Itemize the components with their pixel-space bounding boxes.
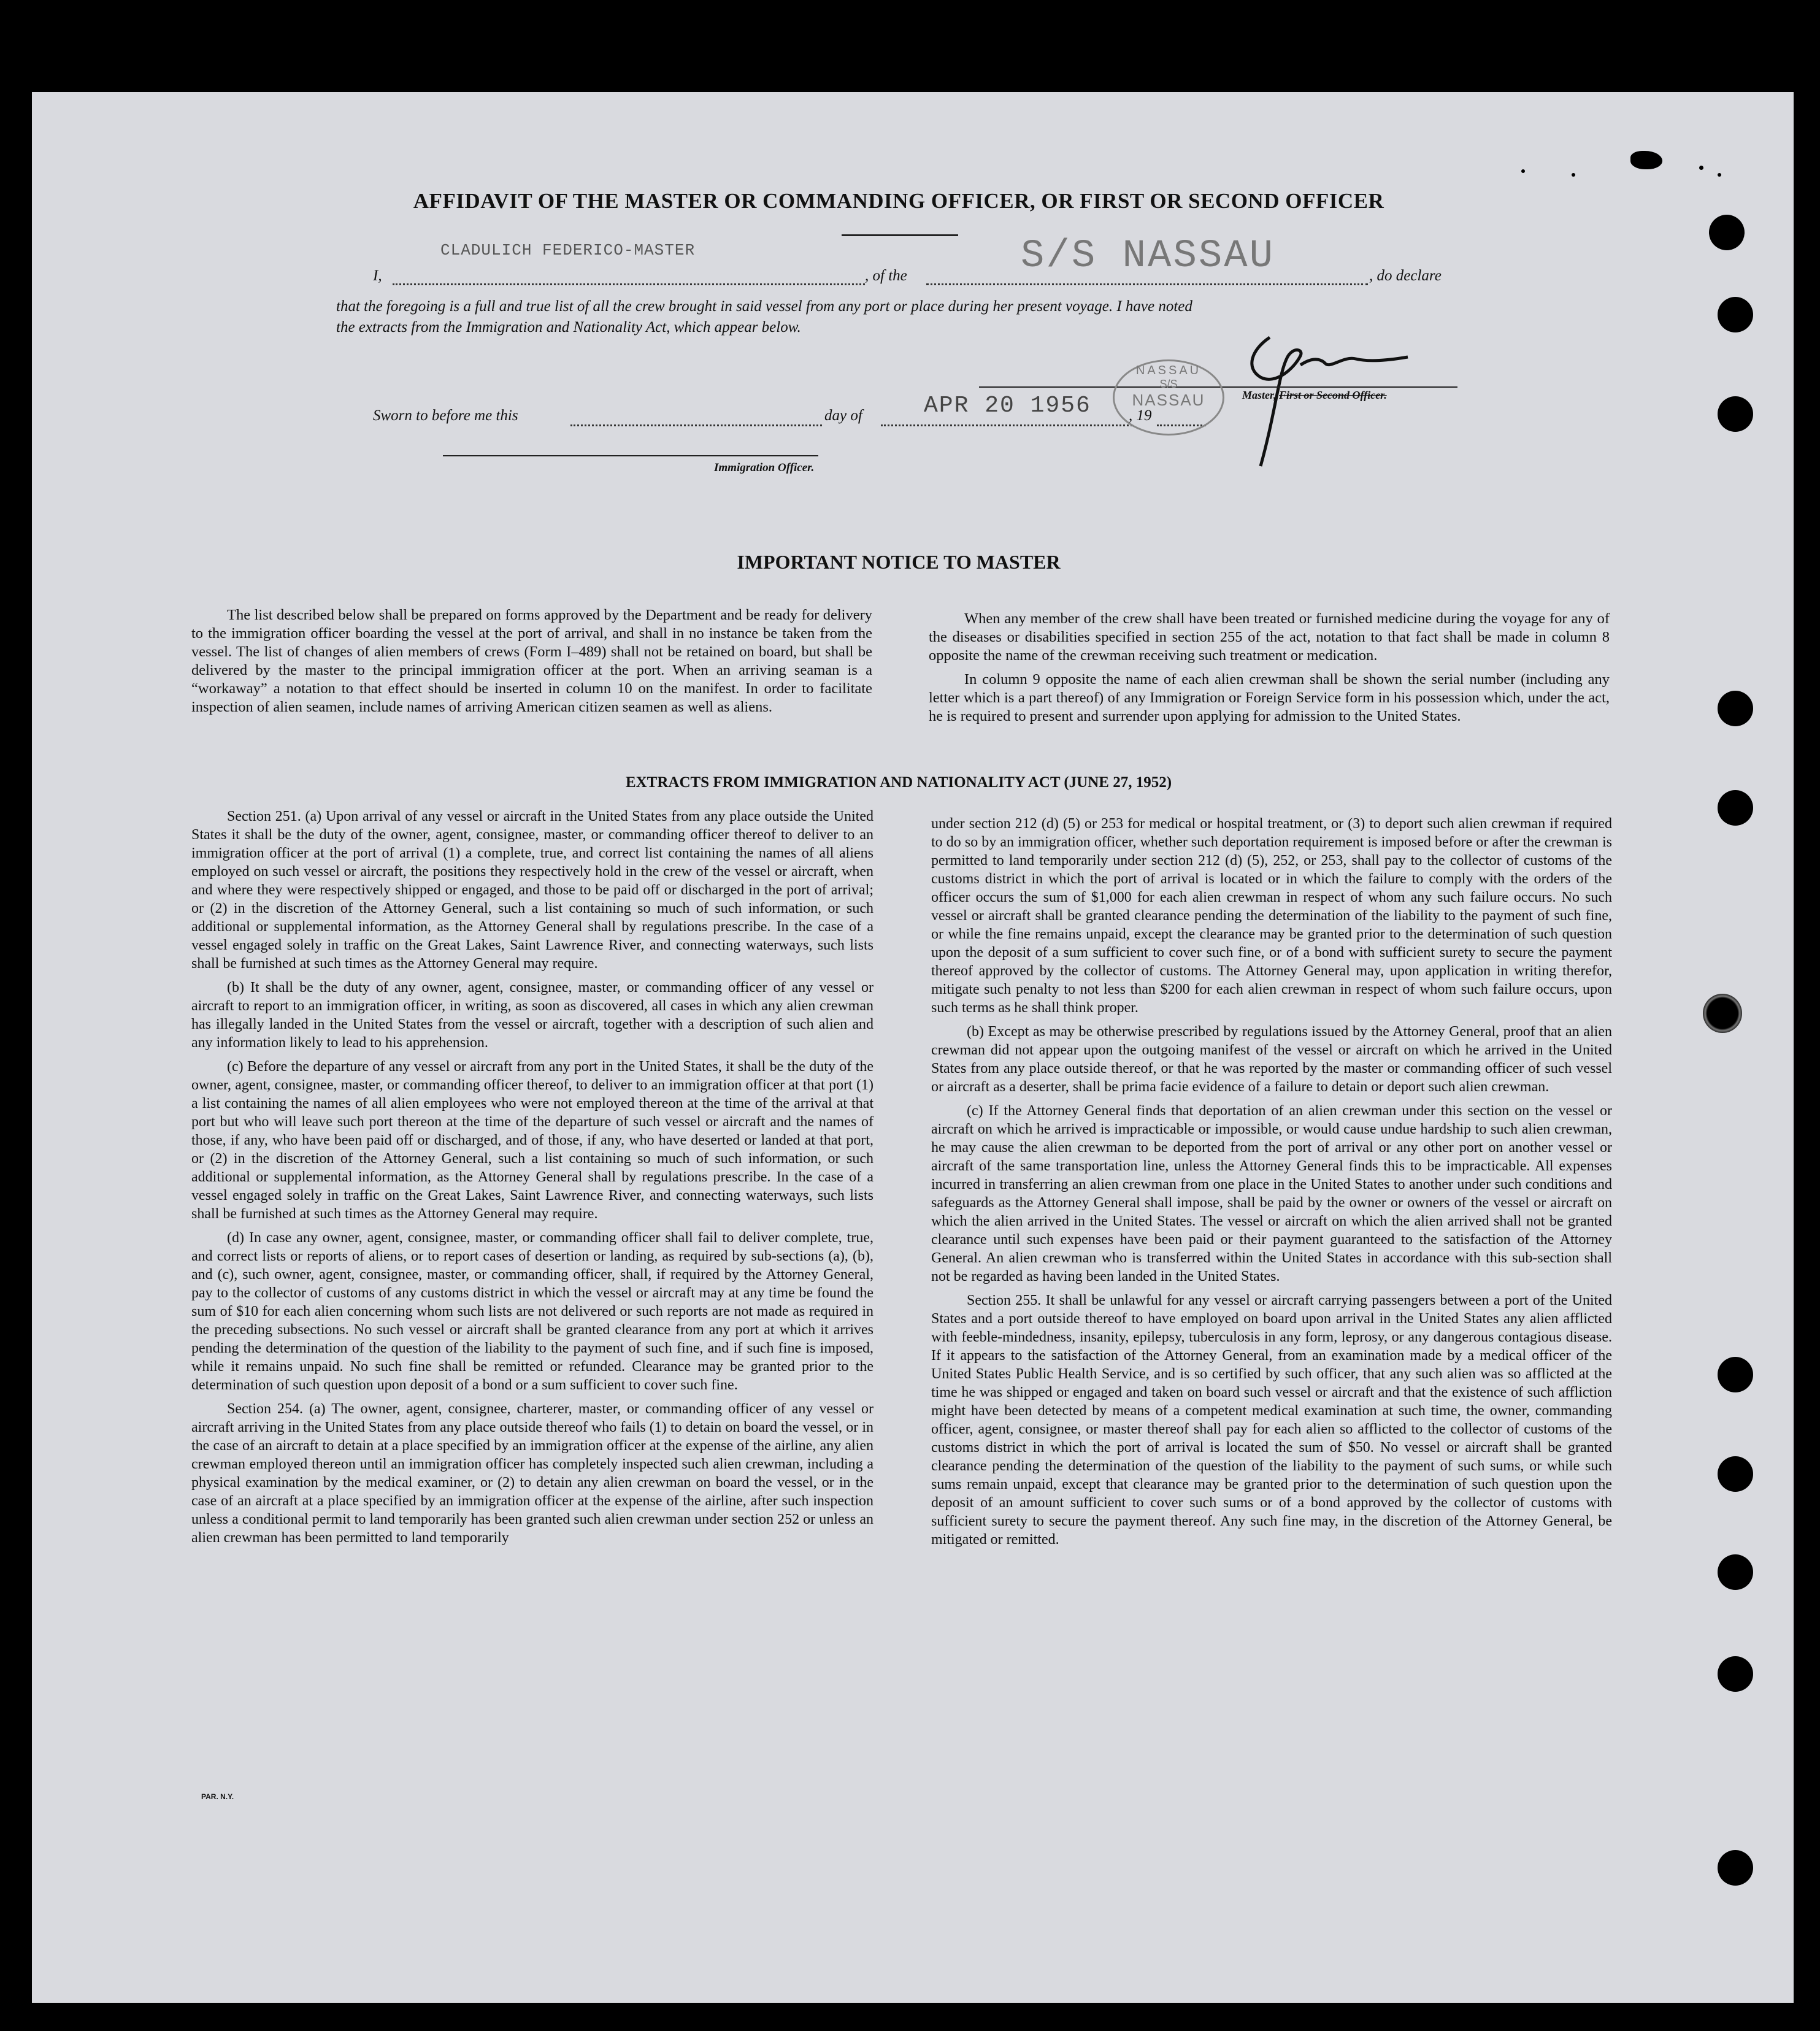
speck <box>1572 173 1575 177</box>
ink-blot <box>1630 151 1662 169</box>
year-prefix: , 19 <box>1129 407 1152 424</box>
master-name-stamp: CLADULICH FEDERICO-MASTER <box>440 241 696 259</box>
notice-title: IMPORTANT NOTICE TO MASTER <box>737 551 1061 573</box>
binder-hole <box>1718 396 1753 432</box>
notice-right-paragraph-1: When any member of the crew shall have been treated or furnished medicine during the voyage for any of the diseases or disabilities specified in section 255 of the act, notation to that fact shall be made in column 8 opposite the name of the crewman receiving such treatment or medication. <box>929 610 1610 664</box>
section-251-d: (d) In case any owner, agent, consignee, master, or commanding officer shall fail to deliver complete, true, and correct lists or reports of aliens, or to report cases of desertion or landing, as required by sub-sections (a), (b), and (c), such owner, agent, consignee, master, or commanding officer, shall, if required by the Attorney General, pay to the collector of customs of any customs district in which the vessel or aircraft may at any time be found the sum of $10 for each alien concerning whom such lists are not delivered or such reports are not made as required in the preceding subsections. No such vessel or aircraft shall be granted clearance from any port at which it arrives pending the determination of the question of the liability to the payment of such fine, and if such fine is imposed, while it remains unpaid. No such fine shall be remitted or refunded. Clearance may be granted prior to the determination of such question upon deposit of a bond or a sum sufficient to cover such fine. <box>191 1230 874 1393</box>
extracts-left-column <box>191 807 874 1553</box>
binder-hole <box>1709 215 1745 250</box>
officer-label: Immigration Officer. <box>714 461 815 474</box>
round-stamp-bottom: NASSAU <box>1132 391 1205 409</box>
statement-line-1: that the foregoing is a full and true list of all the crew brought in said vessel from any port or place during her present voyage. I have noted <box>336 298 1192 315</box>
binder-hole <box>1718 1656 1753 1692</box>
section-254-c: (c) If the Attorney General finds that deportation of an alien crewman under this section on the vessel or aircraft on which he arrived is impracticable or impossible, or would cause undue hardship to such alien crewman, he may cause the alien crewman to be deported from the port of arrival or any other port on another vessel or aircraft of the same transportation line, unless the Attorney General finds this to be impracticable. All expenses incurred in transferring an alien crewman from one place in the United States to another under such conditions and safeguards as the Attorney General shall impose, shall be paid by the owner or owners of the vessel or aircraft on which the alien arrived in the United States. The vessel or aircraft on which the alien arrived shall not be granted clearance until such expenses have been paid or their payment guaranteed to the satisfaction of the Attorney General. An alien crewman who is transferred within the United States in accordance with this sub-section shall not be regarded as having been landed in the United States. <box>931 1103 1612 1284</box>
sworn-label: Sworn to before me this <box>373 407 518 424</box>
day-of-label: day of <box>824 407 862 424</box>
master-label: Master, <box>1242 389 1277 401</box>
binder-hole <box>1718 1554 1753 1590</box>
speck <box>1718 173 1721 177</box>
binder-hole <box>1703 994 1742 1033</box>
section-251-c: (c) Before the departure of any vessel or aircraft from any port in the United States, it shall be the duty of the owner, agent, consignee, master, or commanding officer thereof, to deliver to an immigration officer at that port (1) a list containing the names of all alien employees who were not employed thereon at the time of the arrival at that port but who will leave such port thereon at the time of the departure of such vessel or aircraft and the names of those, if any, who have been paid off or discharged, and of those, if any, who have deserted or landed at that port, or (2) in the discretion of the Attorney General, such a list containing so much of such information, or such additional or supplemental information, as the Attorney General shall by regulations prescribe. In the case of a vessel engaged solely in traffic on the Great Lakes, Saint Lawrence River, and connecting waterways, such lists shall be furnished at such times as the Attorney General may require. <box>191 1059 874 1222</box>
vessel-name-stamp: S/S NASSAU <box>1021 234 1275 278</box>
section-255: Section 255. It shall be unlawful for any vessel or aircraft carrying passengers between a port of the United States and a port outside thereof to have employed on board upon arrival in the United States any alien afflicted with feeble-mindedness, insanity, epilepsy, tuberculosis in any form, leprosy, or any dangerous contagious disease. If it appears to the satisfaction of the Attorney General, from an examination made by a medical officer of the United States Public Health Service, and is so certified by such officer, that any such alien was so afflicted at the time he was shipped or engaged and taken on board such vessel or aircraft and that the existence of such affliction might have been detected by means of a competent medical examination at such time, the owner, commanding officer, agent, consignee, or master thereof shall pay for each alien so afflicted to the collector of customs of the customs district in which the port of arrival is located the sum of $50. No vessel or aircraft shall be granted clearance pending the determination of the question of the liability to the payment of such sums, or while such sums remain unpaid, except that clearance may be granted prior to the determination of such question upon the deposit of an amount sufficient to cover such sums or of a bond approved by the collector of customs with sufficient surety to secure the payment thereof. Any such fine may, in the discretion of the Attorney General, be mitigated or remitted. <box>931 1292 1612 1548</box>
section-254-a-cont: under section 212 (d) (5) or 253 for medical or hospital treatment, or (3) to deport such alien crewman if required to do so by an immigration officer, whether such deportation requirement is imposed before or after the crewman is permitted to land temporarily under section 212 (d) (5), 252, or 253, shall pay to the collector of customs of the customs district in which the port of arrival is located or in which the failure to comply with the orders of the officer occurs the sum of $1,000 for each alien crewman in respect of whom any such failure occurs. No such vessel or aircraft shall be granted clearance pending the determination of the liability to the payment of such fine, or while the fine remains unpaid, except the clearance may be granted prior to the determination of such question upon the deposit of a sum sufficient to cover such fine, or of a bond with sufficient surety to secure the payment thereof approved by the collector of customs. The Attorney General may, upon application in writing therefor, mitigate such penalty to not less than $200 for each alien crewman in respect of whom such failure occurs, upon such terms as he shall think proper. <box>931 816 1612 1016</box>
round-stamp-mid: S/S <box>1159 378 1178 390</box>
extracts-right-column <box>931 815 1612 1554</box>
name-line <box>393 283 865 285</box>
notice-right-column <box>929 610 1610 731</box>
vessel-round-stamp <box>1113 359 1224 436</box>
title-underline <box>842 234 958 236</box>
section-251-b: (b) It shall be the duty of any owner, agent, consignee, master, or commanding officer of any vessel or aircraft to report to an immigration officer, in writing, as soon as discovered, all cases in which any alien crewman has illegally landed in the United States from the vessel or aircraft, together with a description of such alien and any information likely to lead to his apprehension. <box>191 980 874 1051</box>
notice-right-paragraph-2: In column 9 opposite the name of each alien crewman shall be shown the serial number (including any letter which is a part thereof) of any Immigration or Foreign Service form in his possession which, under the act, he is required to present and surrender upon applying for admission to the United States. <box>929 671 1610 724</box>
sworn-day-line <box>570 424 822 426</box>
i-label: I, <box>373 267 382 284</box>
section-251-a: Section 251. (a) Upon arrival of any vessel or aircraft in the United States from any place outside the United States it shall be the duty of the owner, agent, consignee, master, or commanding officer thereof to deliver to an immigration officer at the port of arrival (1) a complete, true, and correct list containing the names of all aliens employed on such vessel or aircraft, the positions they respectively hold in the crew of the vessel or aircraft, when and where they were respectively shipped or engaged, and those to be paid off or discharged in the port of arrival; or (2) in the discretion of the Attorney General, such a list containing so much of such information, or such additional or supplemental information, as the Attorney General shall by regulations prescribe. In the case of a vessel engaged solely in traffic on the Great Lakes, Saint Lawrence River, and connecting waterways, such lists shall be furnished at such times as the Attorney General may require. <box>191 808 874 972</box>
speck <box>1521 169 1525 173</box>
master-title <box>1242 389 1387 402</box>
binder-hole <box>1718 1850 1753 1886</box>
notice-left-paragraph: The list described below shall be prepared on forms approved by the Department and be ready for delivery to the immigration officer boarding the vessel at the port of arrival, and shall in no instance be taken from the vessel. The list of changes of alien members of crews (Form I–489) shall not be retained on board, but shall be delivered by the master to the principal immigration officer at the port. When an arriving seaman is a “workaway” a notation to that effect should be inserted in column 10 on the manifest. In order to facilitate inspection of alien seamen, include names of arriving American citizen seamen as well as aliens. <box>191 607 872 715</box>
binder-hole <box>1718 1456 1753 1492</box>
round-stamp-top: NASSAU <box>1135 364 1202 377</box>
binder-hole <box>1718 790 1753 826</box>
date-stamp: APR 20 1956 <box>924 393 1091 419</box>
struck-officer-label: First or Second Officer. <box>1279 389 1387 401</box>
notice-left-column <box>191 606 872 722</box>
officer-signature-line <box>443 455 818 456</box>
of-the-label: , of the <box>865 267 907 284</box>
binder-hole <box>1718 297 1753 332</box>
vessel-line <box>926 283 1368 285</box>
printer-mark: PAR. N.Y. <box>201 1792 234 1801</box>
extracts-title: EXTRACTS FROM IMMIGRATION AND NATIONALITY ACT (JUNE 27, 1952) <box>625 774 1172 791</box>
binder-hole <box>1718 691 1753 726</box>
section-254-a: Section 254. (a) The owner, agent, consignee, charterer, master, or commanding officer of any vessel or aircraft arriving in the United States from any place outside thereof who fails (1) to detain on board the vessel, or in the case of an aircraft to detain at a place specified by an immigration officer at the expense of the airline, any alien crewman employed thereon until an immigration officer has completely inspected such alien crewman, including a physical examination by the medical examiner, or (2) to detain any alien crewman on board the vessel, or in the case of an aircraft at a place specified by an immigration officer at the expense of the airline, after such inspection unless a conditional permit to land temporarily has been granted such alien crewman under section 252 or unless an alien crewman has been permitted to land temporarily <box>191 1401 874 1546</box>
do-declare-label: , do declare <box>1369 267 1442 284</box>
speck <box>1699 166 1703 170</box>
binder-hole <box>1718 1357 1753 1392</box>
section-254-b: (b) Except as may be otherwise prescribed by regulations issued by the Attorney General, proof that an alien crewman did not appear upon the outgoing manifest of the vessel or aircraft on which he arrived in the United States from any place outside thereof, or that he was reported by the master or commanding officer of such vessel or aircraft as a deserter, shall be prima facie evidence of a failure to detain or deport such alien crewman. <box>931 1024 1612 1095</box>
statement-line-2: the extracts from the Immigration and Nationality Act, which appear below. <box>336 319 801 336</box>
affidavit-title: AFFIDAVIT OF THE MASTER OR COMMANDING OFFICER, OR FIRST OR SECOND OFFICER <box>413 189 1384 213</box>
month-line <box>881 424 1132 426</box>
